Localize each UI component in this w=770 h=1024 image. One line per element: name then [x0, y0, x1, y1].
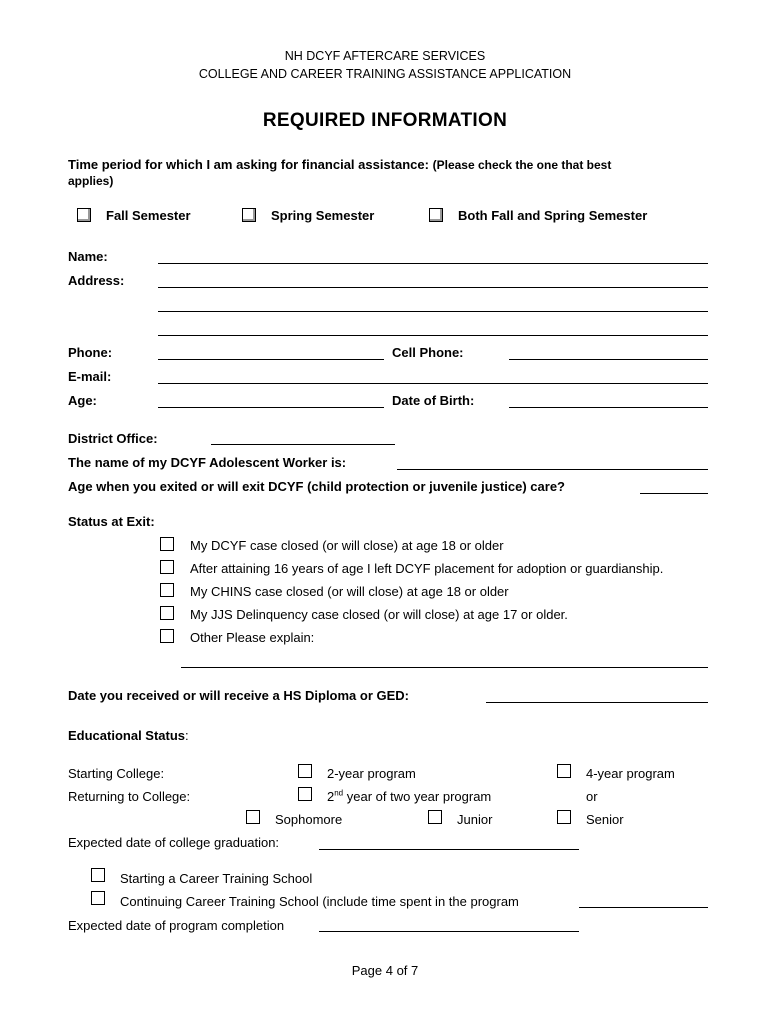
- exit-age-field[interactable]: [640, 493, 708, 494]
- career-time-field[interactable]: [579, 907, 708, 908]
- status-at-exit-label: Status at Exit:: [68, 514, 155, 529]
- exit-age-label: Age when you exited or will exit DCYF (child protection or juvenile justice) care?: [68, 479, 565, 494]
- header-line-2: COLLEGE AND CAREER TRAINING ASSISTANCE APPLICATION: [198, 67, 572, 81]
- four-year-label: 4-year program: [586, 766, 675, 781]
- sophomore-label: Sophomore: [275, 812, 343, 827]
- address-field-line-2[interactable]: [158, 311, 708, 312]
- age-label: Age:: [68, 393, 97, 408]
- name-field[interactable]: [158, 263, 708, 264]
- graduation-date-field[interactable]: [319, 849, 579, 850]
- second-year-checkbox[interactable]: [298, 787, 312, 801]
- status-checkbox-5[interactable]: [160, 629, 174, 643]
- both-semesters-checkbox[interactable]: [429, 208, 443, 222]
- phone-field[interactable]: [158, 359, 384, 360]
- graduation-date-label: Expected date of college graduation:: [68, 835, 280, 850]
- status-checkbox-2[interactable]: [160, 560, 174, 574]
- address-field-line-1[interactable]: [158, 287, 708, 288]
- educational-status-label: Educational Status:: [68, 728, 189, 743]
- status-option-3: My CHINS case closed (or will close) at age 18 or older: [190, 584, 509, 599]
- status-option-2: After attaining 16 years of age I left DCYF placement for adoption or guardianship.: [190, 561, 664, 576]
- status-option-1: My DCYF case closed (or will close) at age 18 or older: [190, 538, 504, 553]
- time-period-question: Time period for which I am asking for financial assistance: (Please check the one that best: [68, 157, 612, 172]
- phone-label: Phone:: [68, 345, 113, 360]
- cell-phone-field[interactable]: [509, 359, 708, 360]
- address-field-line-3[interactable]: [158, 335, 708, 336]
- or-label: or: [586, 789, 598, 804]
- junior-checkbox[interactable]: [428, 810, 442, 824]
- career-continue-label: Continuing Career Training School (include time spent in the program: [120, 894, 519, 909]
- starting-college-label: Starting College:: [68, 766, 165, 781]
- returning-college-label: Returning to College:: [68, 789, 191, 804]
- senior-checkbox[interactable]: [557, 810, 571, 824]
- email-field[interactable]: [158, 383, 708, 384]
- header-line-1: NH DCYF AFTERCARE SERVICES: [284, 49, 486, 63]
- status-checkbox-3[interactable]: [160, 583, 174, 597]
- fall-semester-checkbox[interactable]: [77, 208, 91, 222]
- career-start-checkbox[interactable]: [91, 868, 105, 882]
- page-number: Page 4 of 7: [351, 963, 419, 978]
- junior-label: Junior: [457, 812, 493, 827]
- status-checkbox-4[interactable]: [160, 606, 174, 620]
- cell-phone-label: Cell Phone:: [392, 345, 464, 360]
- two-year-label: 2-year program: [327, 766, 416, 781]
- program-completion-field[interactable]: [319, 931, 579, 932]
- address-label: Address:: [68, 273, 125, 288]
- dob-field[interactable]: [509, 407, 708, 408]
- age-field[interactable]: [158, 407, 384, 408]
- name-label: Name:: [68, 249, 108, 264]
- sophomore-checkbox[interactable]: [246, 810, 260, 824]
- fall-semester-label: Fall Semester: [106, 208, 191, 223]
- diploma-label: Date you received or will receive a HS Diploma or GED:: [68, 688, 410, 703]
- status-checkbox-1[interactable]: [160, 537, 174, 551]
- program-completion-label: Expected date of program completion: [68, 918, 285, 933]
- page-title: REQUIRED INFORMATION: [262, 110, 508, 131]
- spring-semester-checkbox[interactable]: [242, 208, 256, 222]
- status-option-5: Other Please explain:: [190, 630, 315, 645]
- time-period-note-cont: applies): [68, 174, 114, 188]
- district-office-label: District Office:: [68, 431, 158, 446]
- four-year-checkbox[interactable]: [557, 764, 571, 778]
- two-year-checkbox[interactable]: [298, 764, 312, 778]
- both-semesters-label: Both Fall and Spring Semester: [458, 208, 648, 223]
- adolescent-worker-field[interactable]: [397, 469, 708, 470]
- senior-label: Senior: [586, 812, 624, 827]
- email-label: E-mail:: [68, 369, 112, 384]
- career-start-label: Starting a Career Training School: [120, 871, 313, 886]
- district-office-field[interactable]: [211, 444, 395, 445]
- time-period-note: (Please check the one that best: [432, 158, 612, 172]
- adolescent-worker-label: The name of my DCYF Adolescent Worker is:: [68, 455, 347, 470]
- dob-label: Date of Birth:: [392, 393, 475, 408]
- career-continue-checkbox[interactable]: [91, 891, 105, 905]
- other-explain-field[interactable]: [181, 667, 708, 668]
- second-year-label: 2nd year of two year program: [327, 788, 492, 804]
- spring-semester-label: Spring Semester: [271, 208, 375, 223]
- status-option-4: My JJS Delinquency case closed (or will close) at age 17 or older.: [190, 607, 568, 622]
- diploma-date-field[interactable]: [486, 702, 708, 703]
